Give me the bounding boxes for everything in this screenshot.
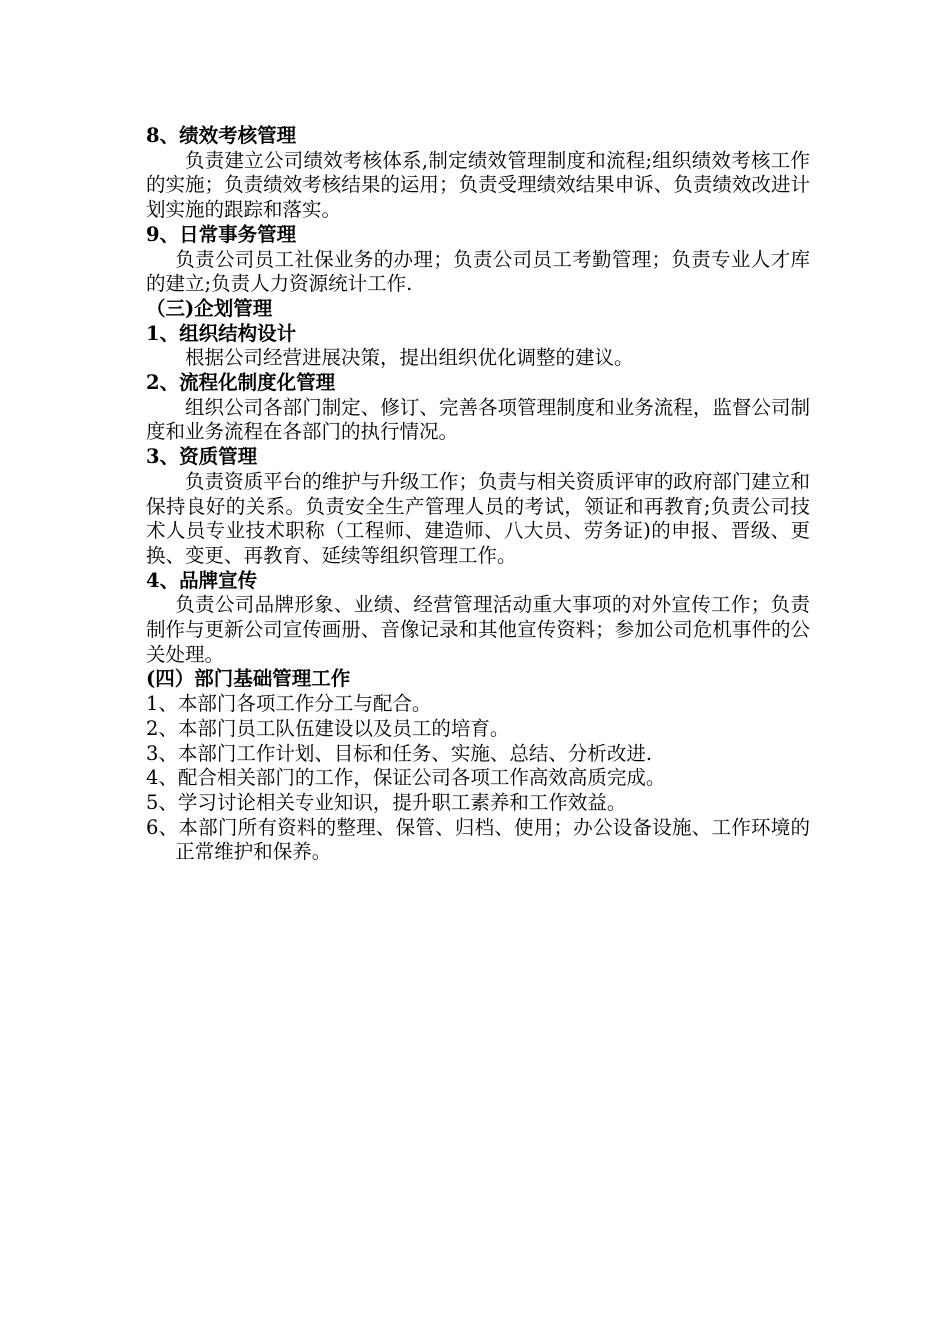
list-item: 4、配合相关部门的工作，保证公司各项工作高效高质完成。 bbox=[146, 766, 666, 790]
paragraph-org-structure: 根据公司经营进展决策，提出组织优化调整的建议。 bbox=[185, 346, 634, 370]
chapter-heading-department-basics: (四）部门基础管理工作 bbox=[146, 667, 351, 691]
section-heading-brand: 4、品牌宣传 bbox=[146, 568, 258, 592]
document-page bbox=[146, 124, 810, 865]
paragraph-qualification: 负责资质平台的维护与升级工作；负责与相关资质评审的政府部门建立和保持良好的关系。负责安全生产管理人员的考试，领证和再教育;负责公司技术人员专业技术职称（工程师、建造师、八大员、劳务证)的申报、晋级、更换、变更、再教育、延续等组织管理工作。 bbox=[146, 469, 810, 567]
section-heading-qualification: 3、资质管理 bbox=[146, 445, 258, 469]
list-item: 1、本部门各项工作分工与配合。 bbox=[146, 692, 432, 716]
paragraph-performance: 负责建立公司绩效考核体系,制定绩效管理制度和流程;组织绩效考核工作的实施；负责绩效考核结果的运用；负责受理绩效结果申诉、负责绩效改进计划实施的跟踪和落实。 bbox=[146, 148, 810, 222]
section-heading-org-structure: 1、组织结构设计 bbox=[146, 321, 297, 345]
paragraph-brand: 负责公司品牌形象、业绩、经营管理活动重大事项的对外宣传工作；负责制作与更新公司宣传画册、音像记录和其他宣传资料；参加公司危机事件的公关处理。 bbox=[146, 593, 810, 666]
paragraph-process-management: 组织公司各部门制定、修订、完善各项管理制度和业务流程，监督公司制度和业务流程在各部门的执行情况。 bbox=[146, 395, 810, 444]
list-item: 5、学习讨论相关专业知识，提升职工素养和工作效益。 bbox=[146, 790, 627, 814]
section-heading-process-management: 2、流程化制度化管理 bbox=[146, 371, 336, 395]
chapter-heading-planning: （三)企划管理 bbox=[146, 296, 273, 320]
paragraph-daily-affairs: 负责公司员工社保业务的办理；负责公司员工考勤管理；负责专业人才库的建立;负责人力资源统计工作. bbox=[146, 247, 810, 296]
section-heading-performance: 8、绩效考核管理 bbox=[146, 124, 297, 147]
list-item: 3、本部门工作计划、目标和任务、实施、总结、分析改进. bbox=[146, 741, 653, 765]
list-item: 6、本部门所有资料的整理、保管、归档、使用；办公设备设施、工作环境的正常维护和保养。 bbox=[146, 815, 810, 864]
list-item: 2、本部门员工队伍建设以及员工的培育。 bbox=[146, 716, 510, 740]
section-heading-daily-affairs: 9、日常事务管理 bbox=[146, 222, 297, 246]
